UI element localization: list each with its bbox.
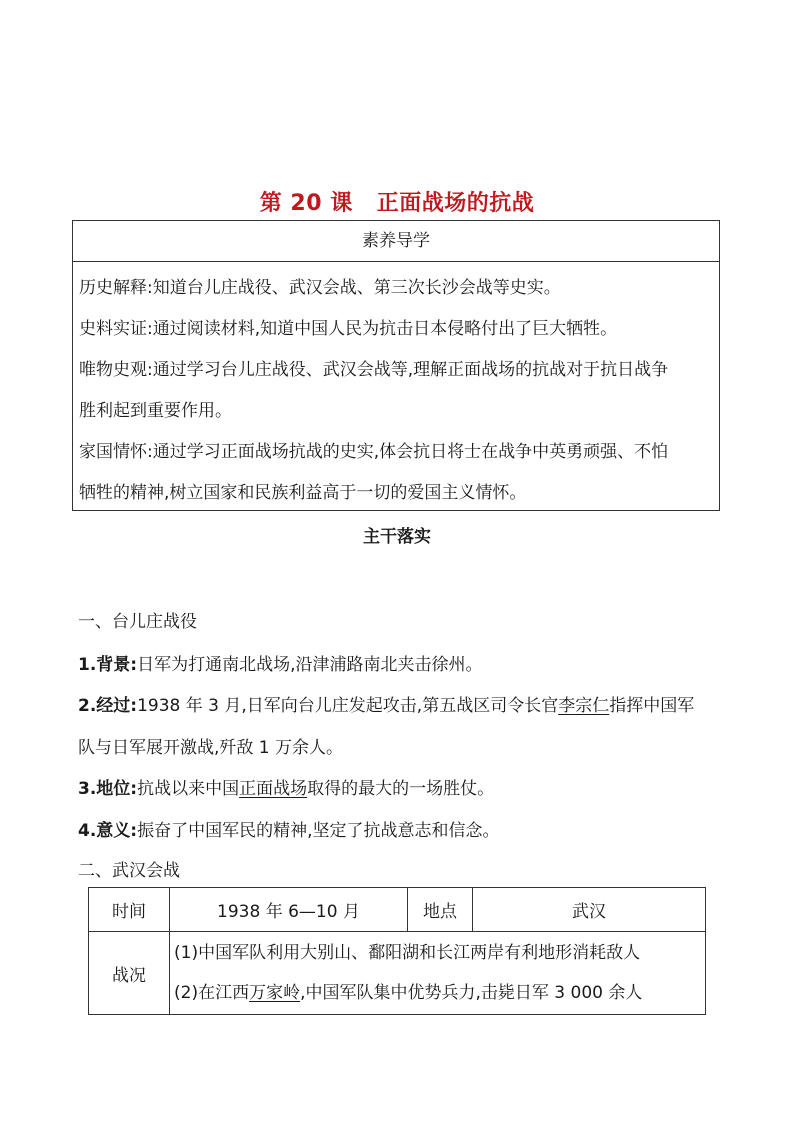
wanjialing-term: 万家岭	[249, 983, 301, 1003]
lesson-name: 正面战场的抗战	[376, 191, 535, 216]
place-label-cell: 地点	[408, 888, 473, 932]
situation-cell	[170, 932, 706, 1015]
meaning-label: 4.意义:	[78, 821, 138, 841]
status-label: 3.地位:	[78, 779, 138, 799]
situation-label-cell: 战况	[89, 932, 170, 1015]
process-text: 1938 年 3 月,日军向台儿庄发起攻击,第五战区司令长官	[137, 696, 559, 716]
page-title	[0, 186, 794, 217]
situation-text-cont: ,中国军队集中优势兵力,击毙日军 3 000 余人	[300, 983, 643, 1003]
guide-line: 唯物史观:通过学习台儿庄战役、武汉会战等,理解正面战场的抗战对于抗日战争	[79, 360, 669, 380]
status-text: 抗战以来中国	[137, 779, 240, 799]
background-text: 日军为打通南北战场,沿津浦路南北夹击徐州。	[137, 655, 483, 675]
background-label: 1.背景:	[78, 655, 138, 675]
section-heading: 主干落实	[363, 527, 431, 547]
situation-line-2	[174, 973, 704, 1013]
guide-line: 胜利起到重要作用。	[79, 401, 232, 421]
table-row	[89, 888, 706, 932]
table-row	[89, 932, 706, 1015]
situation-text: (2)在江西	[174, 983, 250, 1003]
meaning-text: 振奋了中国军民的精神,坚定了抗战意志和信念。	[137, 821, 500, 841]
meaning-line	[78, 816, 500, 841]
status-line	[78, 774, 494, 799]
process-line	[78, 691, 694, 716]
time-value-cell: 1938 年 6—10 月	[170, 888, 408, 932]
literacy-guide-box	[72, 220, 720, 511]
commander-name: 李宗仁	[558, 696, 610, 716]
lesson-number: 第 20 课	[259, 191, 353, 216]
situation-line-1: (1)中国军队利用大别山、鄱阳湖和长江两岸有利地形消耗敌人	[174, 943, 641, 963]
part2-heading: 二、武汉会战	[78, 861, 180, 881]
process-label: 2.经过:	[78, 696, 138, 716]
guide-line: 历史解释:知道台儿庄战役、武汉会战、第三次长沙会战等史实。	[79, 278, 561, 298]
status-text-cont: 取得的最大的一场胜仗。	[307, 779, 495, 799]
wuhan-battle-table	[88, 887, 706, 1015]
place-value-cell: 武汉	[473, 888, 706, 932]
background-line	[78, 650, 483, 675]
process-line-2: 队与日军展开激战,歼敌 1 万余人。	[78, 738, 344, 758]
process-text-cont: 指挥中国军	[609, 696, 695, 716]
guide-line: 史料实证:通过阅读材料,知道中国人民为抗击日本侵略付出了巨大牺牲。	[79, 319, 618, 339]
time-label-cell: 时间	[89, 888, 170, 932]
guide-line: 家国情怀:通过学习正面战场抗战的史实,体会抗日将士在战争中英勇顽强、不怕	[79, 442, 669, 462]
guide-header: 素养导学	[73, 221, 719, 262]
guide-line: 牺牲的精神,树立国家和民族利益高于一切的爱国主义情怀。	[79, 483, 527, 503]
guide-body	[73, 262, 719, 514]
front-battlefield-term: 正面战场	[239, 779, 308, 799]
part1-heading: 一、台儿庄战役	[78, 612, 197, 632]
